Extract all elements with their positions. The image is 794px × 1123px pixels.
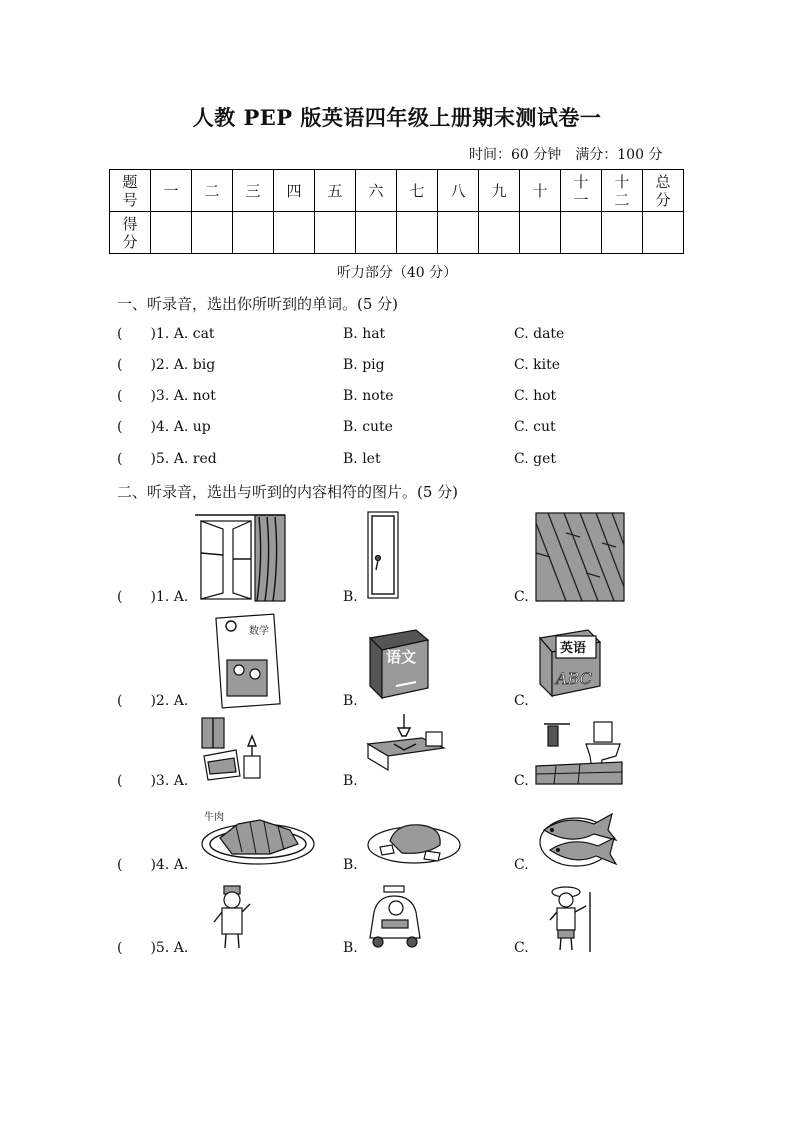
col-5: 五 — [315, 170, 356, 212]
s1-question-1 — [117, 326, 215, 342]
col-11: 十 一 — [561, 170, 602, 212]
answer-bracket[interactable]: ( — [117, 773, 123, 789]
chinese-book-title: 语文 — [386, 648, 417, 666]
s1-q3-option-c[interactable]: C. hot — [514, 388, 557, 404]
s1-q5-option-b[interactable]: B. let — [343, 451, 381, 467]
s1-q2-option-b[interactable]: B. pig — [343, 357, 385, 373]
s2-q5-label-b[interactable]: B. — [343, 940, 358, 956]
open-window-picture[interactable] — [193, 513, 288, 603]
beef-plate-picture[interactable] — [198, 808, 316, 868]
score-cell[interactable] — [643, 212, 684, 254]
s1-q1-option-c[interactable]: C. date — [514, 326, 565, 342]
col-1: 一 — [151, 170, 192, 212]
s2-q3-label-a[interactable]: )3. A. — [150, 773, 189, 789]
s2-question-3 — [117, 773, 188, 789]
score-cell[interactable] — [233, 212, 274, 254]
s2-q1-label-c[interactable]: C. — [514, 589, 529, 605]
bathroom-picture[interactable] — [536, 716, 622, 784]
col-total: 总 分 — [643, 170, 684, 212]
s1-q5-option-a[interactable]: )5. A. red — [150, 451, 217, 467]
math-book-picture[interactable] — [213, 614, 281, 710]
col-10: 十 — [520, 170, 561, 212]
col-4: 四 — [274, 170, 315, 212]
s1-question-5 — [117, 451, 217, 467]
s2-q5-label-c[interactable]: C. — [514, 940, 529, 956]
col-6: 六 — [356, 170, 397, 212]
col-12: 十 二 — [602, 170, 643, 212]
s2-q3-label-c[interactable]: C. — [514, 773, 529, 789]
page-title: 人教 PEP 版英语四年级上册期末测试卷一 — [192, 105, 602, 130]
s2-q2-label-b[interactable]: B. — [343, 693, 358, 709]
score-cell[interactable] — [315, 212, 356, 254]
score-table — [109, 169, 684, 254]
score-cell[interactable] — [602, 212, 643, 254]
score-cell[interactable] — [274, 212, 315, 254]
s1-q3-option-a[interactable]: )3. A. not — [150, 388, 216, 404]
answer-bracket[interactable]: ( — [117, 357, 123, 373]
living-room-picture[interactable] — [196, 716, 266, 782]
score-table-header-row — [110, 170, 684, 212]
wooden-floor-picture[interactable] — [536, 513, 626, 603]
s1-q2-option-a[interactable]: )2. A. big — [150, 357, 216, 373]
english-book-letters: ABC — [556, 669, 592, 688]
s2-question-5 — [117, 940, 188, 956]
score-cell[interactable] — [151, 212, 192, 254]
s1-q2-option-c[interactable]: C. kite — [514, 357, 560, 373]
answer-bracket[interactable]: ( — [117, 451, 123, 467]
s1-q4-option-b[interactable]: B. cute — [343, 419, 393, 435]
chinese-book-picture[interactable] — [366, 628, 434, 702]
score-cell[interactable] — [356, 212, 397, 254]
driver-taxi-picture[interactable] — [366, 884, 424, 950]
s2-q2-label-c[interactable]: C. — [514, 693, 529, 709]
s2-q2-label-a[interactable]: )2. A. — [150, 693, 189, 709]
fish-plate-picture[interactable] — [536, 806, 622, 870]
math-book-title: 数学 — [249, 626, 269, 637]
score-table-score-row — [110, 212, 684, 254]
section1-heading: 一、听录音，选出你所听到的单词。(5 分) — [117, 295, 399, 313]
s1-q1-option-a[interactable]: )1. A. cat — [150, 326, 215, 342]
score-cell[interactable] — [438, 212, 479, 254]
s2-question-4 — [117, 857, 188, 873]
s1-question-4 — [117, 419, 211, 435]
cook-person-picture[interactable] — [210, 884, 256, 952]
s2-q4-label-c[interactable]: C. — [514, 857, 529, 873]
col-3: 三 — [233, 170, 274, 212]
s1-q4-option-a[interactable]: )4. A. up — [150, 419, 211, 435]
score-cell[interactable] — [397, 212, 438, 254]
answer-bracket[interactable]: ( — [117, 857, 123, 873]
english-book-picture[interactable] — [536, 628, 606, 700]
answer-bracket[interactable]: ( — [117, 326, 123, 342]
s1-q5-option-c[interactable]: C. get — [514, 451, 556, 467]
s1-q4-option-c[interactable]: C. cut — [514, 419, 556, 435]
s2-q3-label-b[interactable]: B. — [343, 773, 358, 789]
question-number-label: 题 号 — [110, 170, 151, 212]
section2-heading: 二、听录音，选出与听到的内容相符的图片。(5 分) — [117, 483, 459, 501]
score-cell[interactable] — [479, 212, 520, 254]
answer-bracket[interactable]: ( — [117, 388, 123, 404]
time-and-score-info: 时间：60 分钟 满分：100 分 — [469, 147, 663, 163]
answer-bracket[interactable]: ( — [117, 419, 123, 435]
s2-q1-label-b[interactable]: B. — [343, 589, 358, 605]
s1-question-2 — [117, 357, 215, 373]
s2-q4-label-b[interactable]: B. — [343, 857, 358, 873]
col-2: 二 — [192, 170, 233, 212]
score-cell[interactable] — [192, 212, 233, 254]
chicken-plate-picture[interactable] — [366, 815, 462, 865]
door-picture[interactable] — [364, 510, 404, 600]
s2-q4-label-a[interactable]: )4. A. — [150, 857, 189, 873]
score-label: 得 分 — [110, 212, 151, 254]
s2-q5-label-a[interactable]: )5. A. — [150, 940, 189, 956]
col-8: 八 — [438, 170, 479, 212]
farmer-person-picture[interactable] — [546, 884, 602, 954]
score-cell[interactable] — [561, 212, 602, 254]
english-book-title: 英语 — [560, 641, 587, 656]
s2-question-2 — [117, 693, 188, 709]
listening-section-header: 听力部分（40 分） — [336, 265, 458, 281]
answer-bracket[interactable]: ( — [117, 693, 123, 709]
beef-label: 牛肉 — [204, 812, 224, 823]
answer-bracket[interactable]: ( — [117, 940, 123, 956]
s2-question-1 — [117, 589, 188, 605]
s1-question-3 — [117, 388, 216, 404]
study-room-picture[interactable] — [364, 714, 448, 774]
answer-bracket[interactable]: ( — [117, 589, 123, 605]
col-7: 七 — [397, 170, 438, 212]
score-cell[interactable] — [520, 212, 561, 254]
s1-q3-option-b[interactable]: B. note — [343, 388, 394, 404]
s1-q1-option-b[interactable]: B. hat — [343, 326, 386, 342]
s2-q1-label-a[interactable]: )1. A. — [150, 589, 189, 605]
col-9: 九 — [479, 170, 520, 212]
